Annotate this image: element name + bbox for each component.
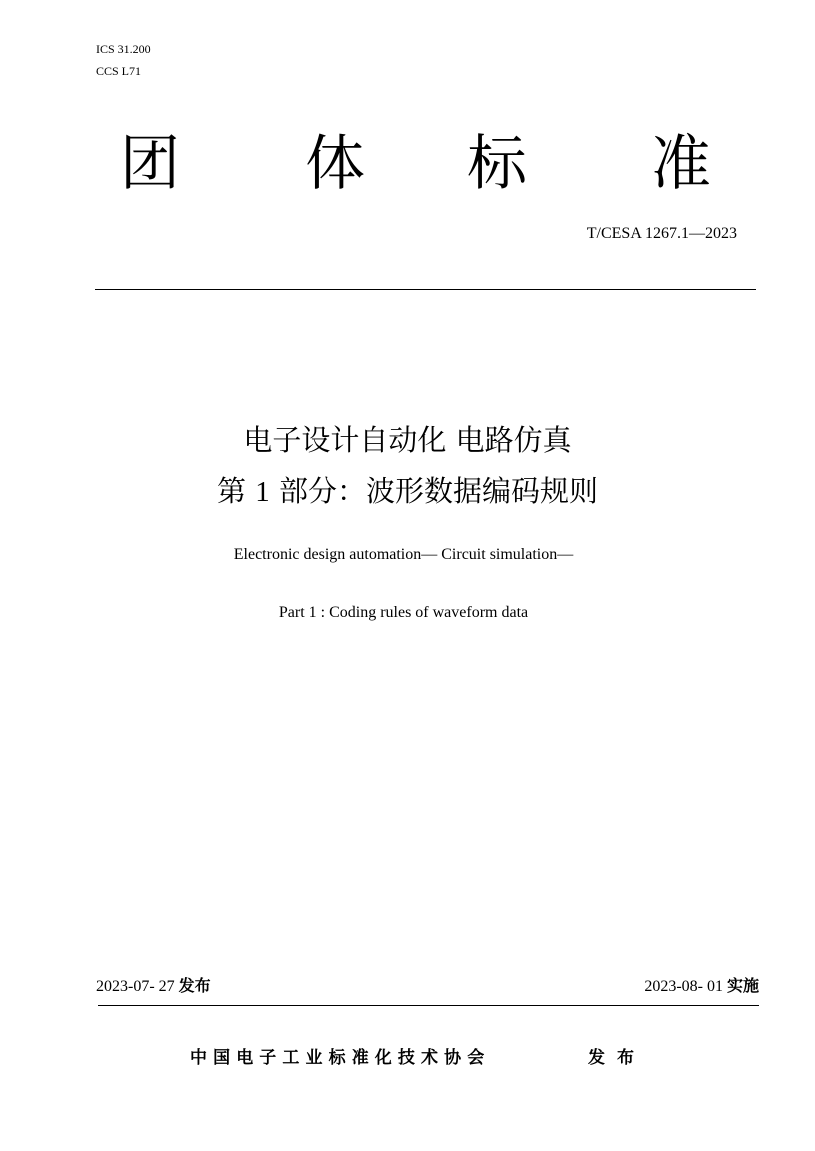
ics-code: ICS 31.200 <box>96 42 151 56</box>
publish-date <box>96 975 211 998</box>
banner-char-2: 体 <box>305 129 365 199</box>
ccs-code: CCS L71 <box>96 64 142 78</box>
implement-date-label: 实施 <box>726 976 759 995</box>
banner-char-3: 标 <box>467 129 527 199</box>
title-cn-suffix: 部分：波形数据编码规则 <box>269 474 598 508</box>
banner-char-4: 准 <box>651 129 711 199</box>
publish-verb: 发布 <box>588 1048 646 1068</box>
title-cn-part-number: 1 <box>255 476 270 508</box>
title-cn-line-2 <box>0 473 815 510</box>
implement-date-value: 2023-08- 01 <box>644 978 727 995</box>
title-cn-prefix: 第 <box>217 474 256 508</box>
publish-date-label: 发布 <box>178 976 211 995</box>
bottom-divider <box>98 1005 759 1006</box>
top-divider <box>95 289 756 290</box>
implement-date <box>644 975 759 998</box>
title-en-line-1: Electronic design automation— Circuit simulation— <box>233 546 574 563</box>
title-cn-line-1: 电子设计自动化 电路仿真 <box>243 423 572 457</box>
publisher-name: 中国电子工业标准化技术协会 <box>190 1048 491 1068</box>
standard-number: T/CESA 1267.1—2023 <box>586 225 737 242</box>
publish-date-value: 2023-07- 27 <box>96 978 179 995</box>
title-en-line-2: Part 1 : Coding rules of waveform data <box>278 604 529 621</box>
banner-char-1: 团 <box>120 129 180 199</box>
